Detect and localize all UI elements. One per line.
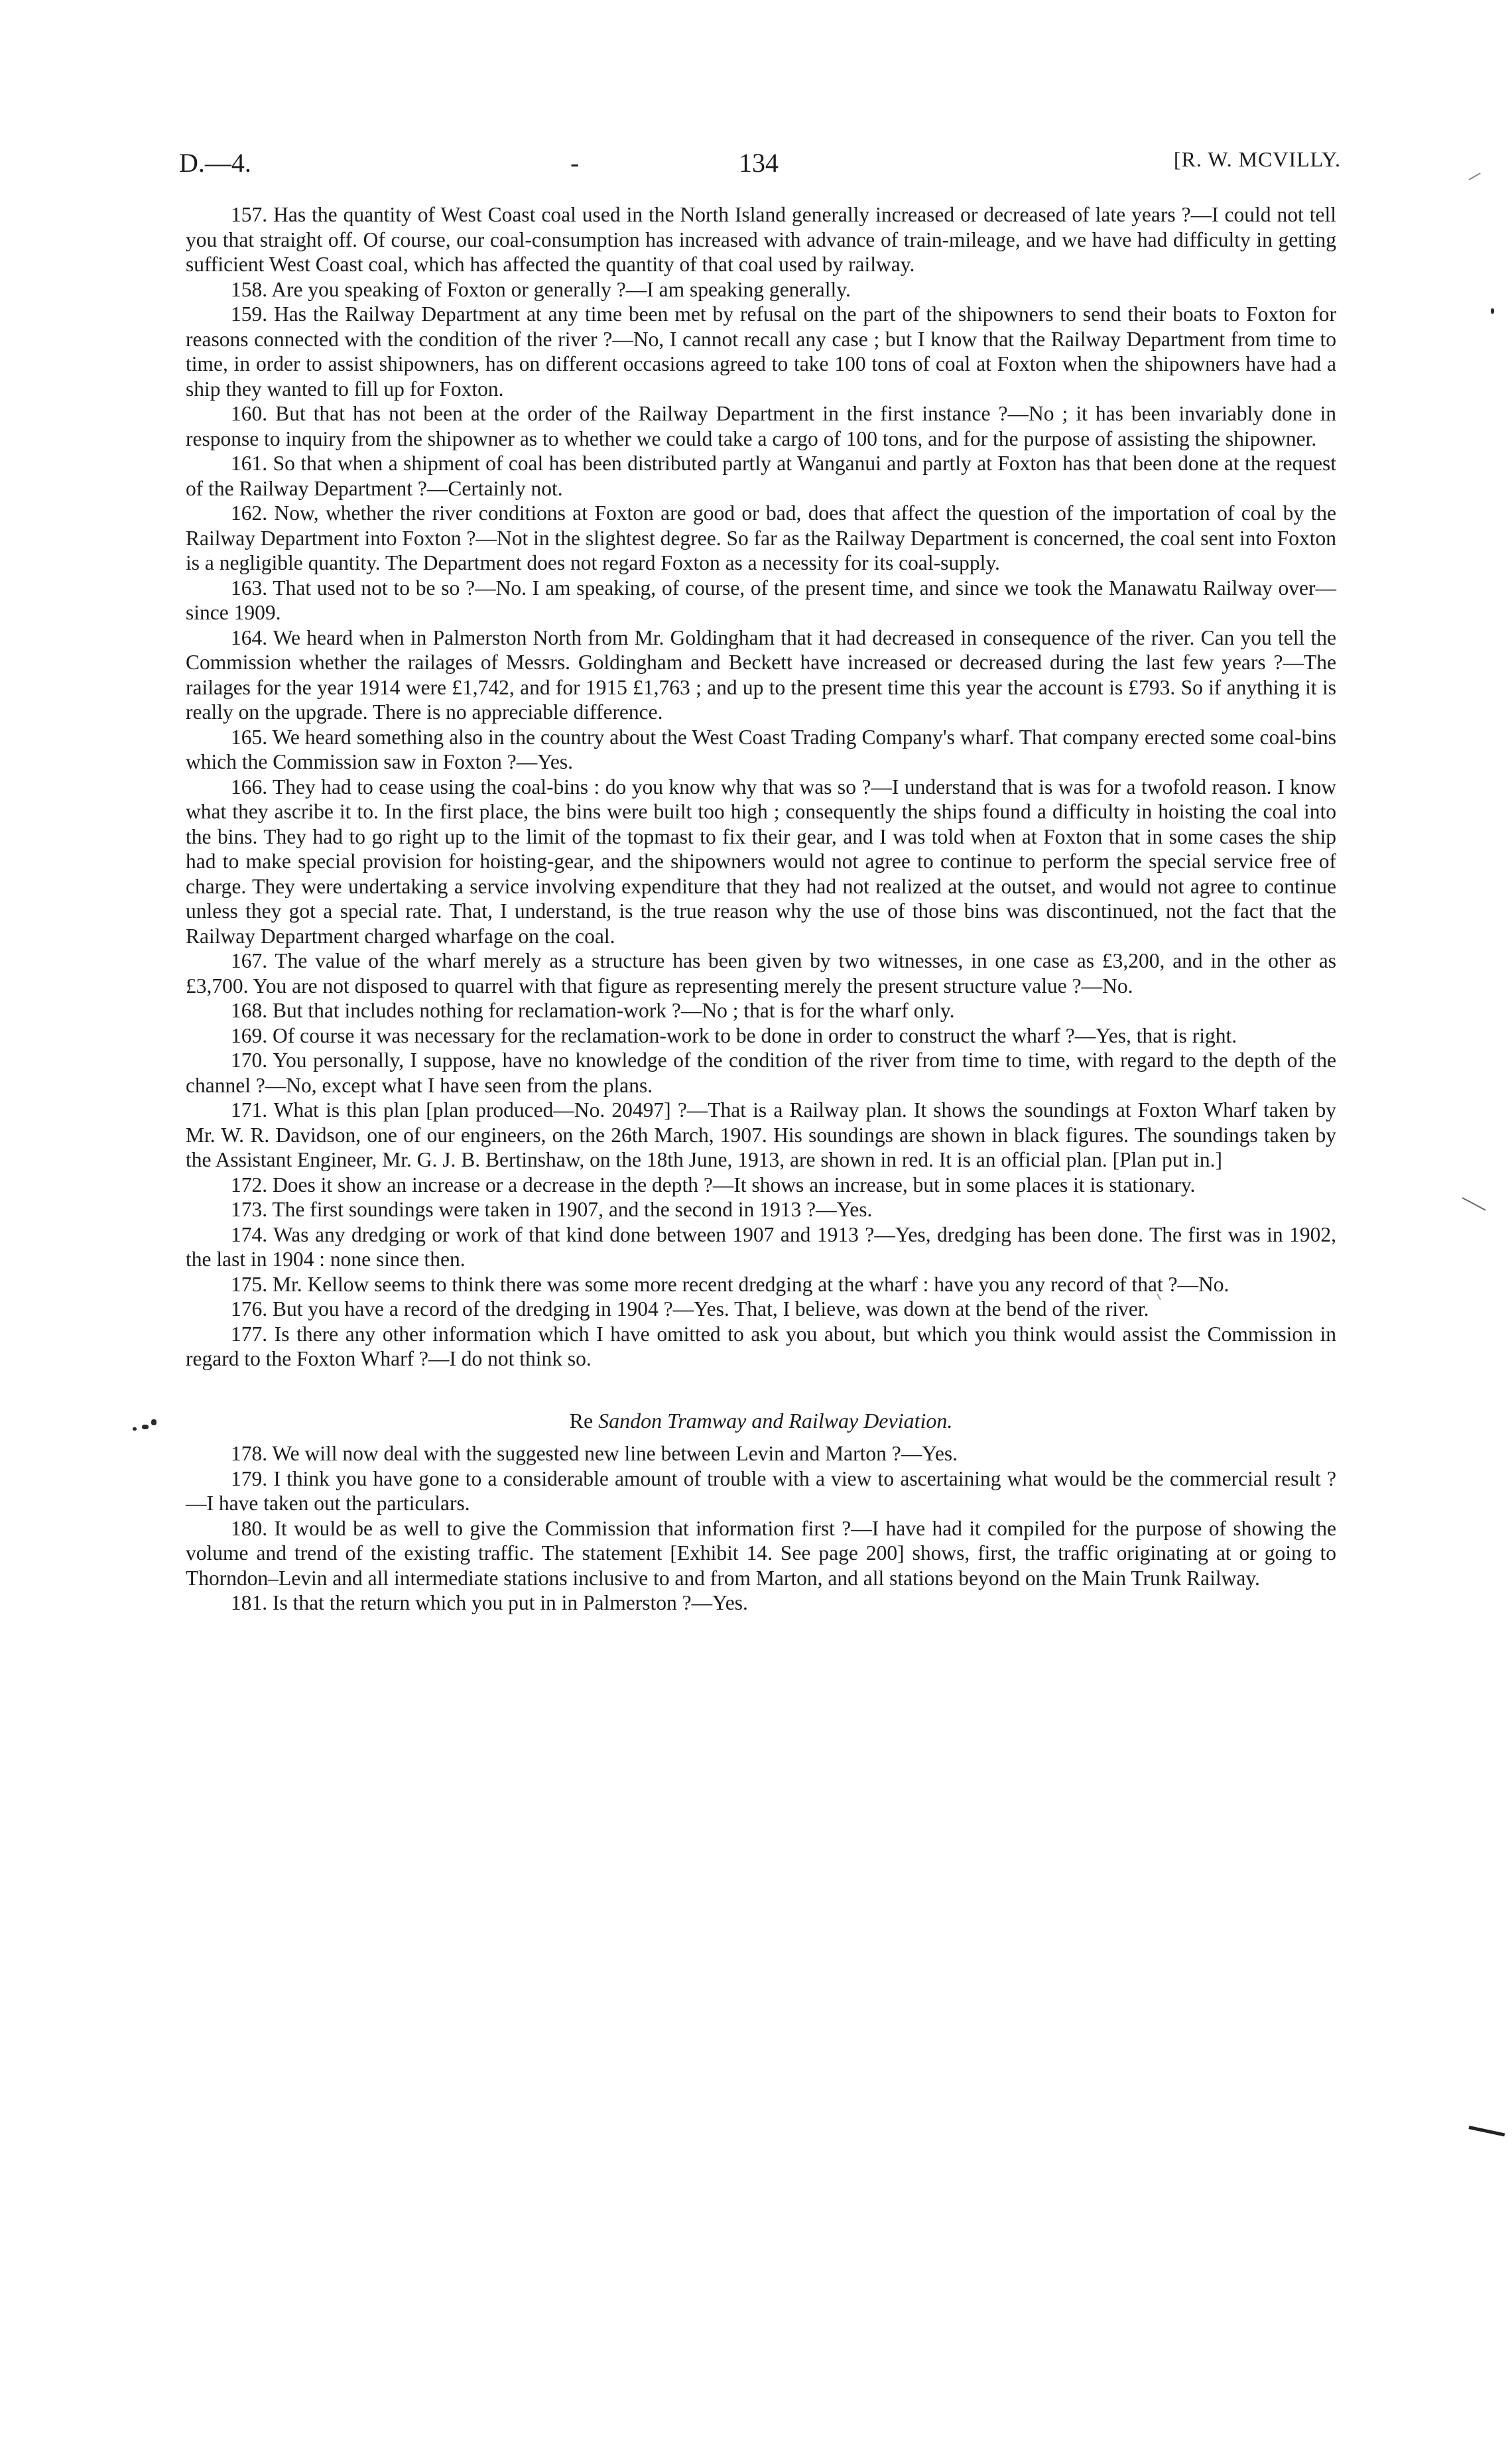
paragraph-178: 178. We will now deal with the suggested new line between Levin and Marton ?—Yes. — [231, 1442, 958, 1465]
paragraph-172: 172. Does it show an increase or a decrease in the depth ?—It shows an increase, but in some places it is stationary. — [231, 1173, 1196, 1196]
questions-group-sandon — [186, 1441, 1336, 1616]
page-number: 134 — [739, 148, 779, 178]
paragraph-173: 173. The first soundings were taken in 1907, and the second in 1913 ?—Yes. — [231, 1198, 873, 1221]
paragraph-179: 179. I think you have gone to a considerable amount of trouble with a view to ascertaining what would be the commercial result ?—I have taken out the particulars. — [186, 1466, 1336, 1515]
paragraph-170: 170. You personally, I suppose, have no knowledge of the condition of the river from time to time, with regard to the depth of the channel ?—No, except what I have seen from the plans. — [186, 1049, 1336, 1097]
paragraph-168: 168. But that includes nothing for reclamation-work ?—No ; that is for the wharf only. — [231, 999, 955, 1022]
paragraph-174: 174. Was any dredging or work of that kind done between 1907 and 1913 ?—Yes, dredging has been done. The first was in 1902, the last in 1904 : none since then. — [186, 1222, 1336, 1271]
paragraph-158: 158. Are you speaking of Foxton or generally ?—I am speaking generally. — [231, 277, 851, 301]
paragraph-162: 162. Now, whether the river conditions at Foxton are good or bad, does that affect the question of the importation of coal by the Railway Department into Foxton ?—Not in the slightest degree. So far as the Railway Department is concerned, the coal sent into Foxton is a negligible quantity. The Department does not regard Foxton as a necessity for its coal-supply. — [186, 501, 1336, 574]
paragraph-165: 165. We heard something also in the country about the West Coast Trading Company's wharf. That company erected some coal-bins which the Commission saw in Foxton ?—Yes. — [186, 725, 1336, 773]
scan-speck — [1491, 308, 1494, 314]
scan-speck — [133, 1427, 137, 1431]
paragraph-163: 163. That used not to be so ?—No. I am speaking, of course, of the present time, and since we took the Manawatu Railway over—since 1909. — [186, 576, 1336, 624]
scan-speck — [151, 1419, 157, 1425]
scan-speck — [142, 1425, 149, 1429]
witness-name: [R. W. MCVILLY. — [1173, 147, 1341, 171]
paragraph-175: 175. Mr. Kellow seems to think there was some more recent dredging at the wharf : have you any record of that ?—No. — [231, 1272, 1229, 1296]
paragraph-159: 159. Has the Railway Department at any time been met by refusal on the part of the shipowners to send their boats to Foxton for reasons connected with the condition of the river ?—No, I cannot recall any case ; but I know that the Railway Department from time to time, in order to assist shipowners, has on different occasions agreed to take 100 tons of coal at Foxton when the shipowners have had a ship they wanted to fill up for Foxton. — [186, 302, 1336, 401]
paragraph-157: 157. Has the quantity of West Coast coal used in the North Island generally increased or decreased of late years ?—I could not tell you that straight off. Of course, our coal-consumption has increased with advance of train-mileage, and we have had difficulty in getting sufficient West Coast coal, which has affected the quantity of that coal used by railway. — [186, 203, 1336, 276]
paragraph-167: 167. The value of the wharf merely as a structure has been given by two witnesses, in one case as £3,200, and in the other as £3,700. You are not disposed to quarrel with that figure as representing merely the present structure value ?—No. — [186, 949, 1336, 997]
paragraph-177: 177. Is there any other information which I have omitted to ask you about, but which you think would assist the Commission in regard to the Foxton Wharf ?—I do not think so. — [186, 1322, 1336, 1370]
paragraph-160: 160. But that has not been at the order of the Railway Department in the first instance ?—No ; it has been invariably done in response to inquiry from the shipowner as to whether we could take a cargo of 100 tons, and for the purpose of assisting the shipowner. — [186, 402, 1336, 450]
scan-mark — [1468, 2126, 1505, 2136]
scan-mark — [1462, 1197, 1486, 1211]
scan-mark — [1469, 172, 1481, 180]
document-reference: D.—4. — [179, 148, 251, 178]
section-heading-title: Sandon Tramway and Railway Deviation. — [598, 1408, 953, 1433]
paragraph-181: 181. Is that the return which you put in in Palmerston ?—Yes. — [231, 1591, 748, 1614]
header-dash: - — [570, 148, 580, 178]
page-header — [179, 147, 1341, 187]
paragraph-171: 171. What is this plan [plan produced—No. 20497] ?—That is a Railway plan. It shows the soundings at Foxton Wharf taken by Mr. W. R. Davidson, one of our engineers, on the 26th March, 1907. His soundings are shown in black figures. The soundings taken by the Assistant Engineer, Mr. G. J. B. Bertinshaw, on the 18th June, 1913, are shown in red. It is an official plan. [Plan put in.] — [186, 1098, 1336, 1171]
questions-group-foxton — [186, 202, 1336, 1372]
page-body — [186, 202, 1336, 1616]
section-heading-prefix: Re — [569, 1408, 594, 1433]
paragraph-169: 169. Of course it was necessary for the reclamation-work to be done in order to construct the wharf ?—Yes, that is right. — [231, 1023, 1237, 1047]
paragraph-180: 180. It would be as well to give the Commission that information first ?—I have had it compiled for the purpose of showing the volume and trend of the existing traffic. The statement [Exhibit 14. See page 200] shows, first, the traffic originating at or going to Thorndon–Levin and all intermediate stations inclusive to and from Marton, and all stations beyond on the Main Trunk Railway. — [186, 1516, 1336, 1590]
paragraph-176: 176. But you have a record of the dredging in 1904 ?—Yes. That, I believe, was down at the bend of the river. — [231, 1297, 1149, 1320]
paragraph-164: 164. We heard when in Palmerston North from Mr. Goldingham that it had decreased in consequence of the river. Can you tell the Commission whether the railages of Messrs. Goldingham and Beckett have increased or decreased during the last few years ?—The railages for the year 1914 were £1,742, and for 1915 £1,763 ; and up to the present time this year the account is £793. So if anything it is really on the upgrade. There is no appreciable difference. — [186, 625, 1336, 724]
section-heading — [186, 1409, 1336, 1434]
paragraph-166: 166. They had to cease using the coal-bins : do you know why that was so ?—I understand that is was for a twofold reason. I know what they ascribe it to. In the first place, the bins were built too high ; consequently the ships found a difficulty in hoisting the coal into the bins. They had to go right up to the limit of the topmast to fix their gear, and I was told when at Foxton that in some cases the ship had to make special provision for hoisting-gear, and the shipowners would not agree to continue to perform the special service free of charge. They were undertaking a service involving expenditure that they had not realized at the outset, and would not agree to continue unless they got a special rate. That, I understand, is the true reason why the use of those bins was discontinued, not the fact that the Railway Department charged wharfage on the coal. — [186, 775, 1336, 948]
paragraph-161: 161. So that when a shipment of coal has been distributed partly at Wanganui and partly at Foxton has that been done at the request of the Railway Department ?—Certainly not. — [186, 452, 1336, 500]
